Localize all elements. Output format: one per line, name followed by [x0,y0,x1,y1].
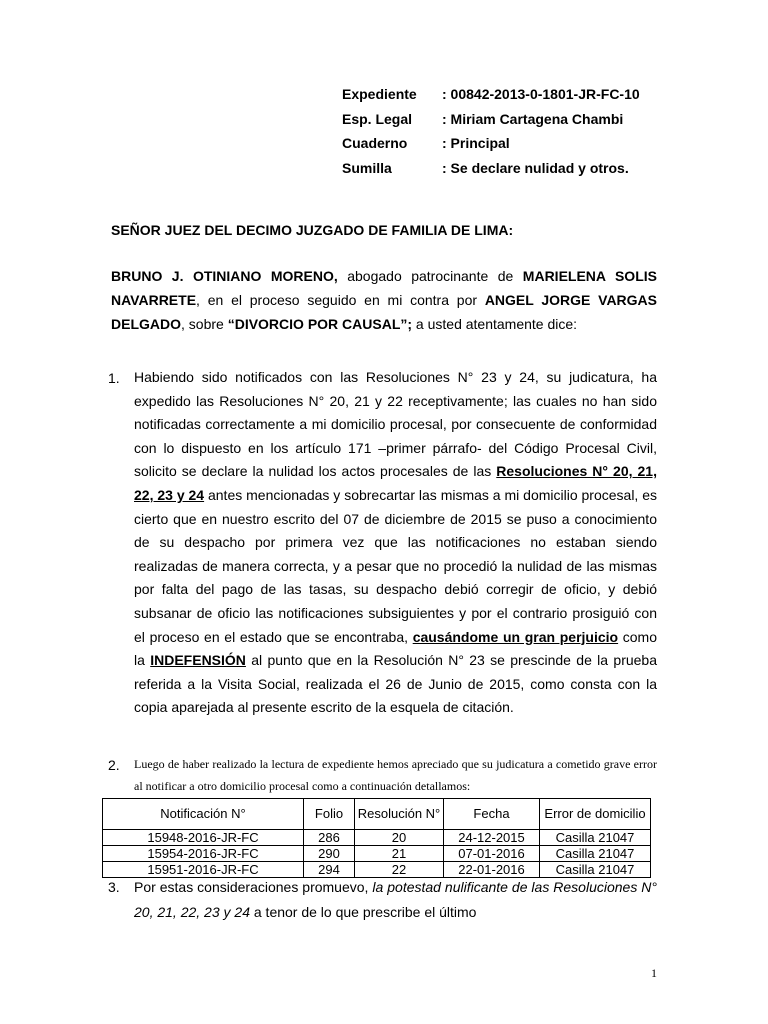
table-cell: 294 [304,862,355,878]
table-cell: 286 [304,830,355,846]
case-header [342,84,640,182]
item-1-text-part: como la [134,628,658,669]
item-2-number: 2. [108,757,120,773]
opponent-name: ANGEL JORGE VARGAS DELGADO [111,292,657,332]
column-header: Notificación N° [103,799,304,830]
indefension-highlight: INDEFENSIÓN [150,652,246,669]
table-cell: 21 [355,846,444,862]
document-title: SEÑOR JUEZ DEL DECIMO JUZGADO DE FAMILIA DE LIMA: [111,222,514,238]
page-number: 1 [651,966,657,980]
item-1-text-part: antes mencionadas y sobrecartar las mismas a mi domicilio procesal, es cierto que en nuestro escrito del 07 de diciembre de 2015 se puso a conocimiento de su despacho por primera vez que las notificaciones no estaban siendo realizadas de manera correcta, y a pesar que no procedió la nulidad de las mismas por falta del pago de las tasas, su despacho debió corregir de oficio, y debió subsanar de oficio las notificaciones subsiguientes y por el contrario prosiguió con el proceso en el estado que se encontraba, [134,486,658,645]
header-row-expediente [342,84,640,109]
item-3-italic: la potestad nulificante de las Resoluciones N° 20, 21, 22, 23 y 24 [134,879,657,920]
table-cell: 15954-2016-JR-FC [103,846,304,862]
table-cell: 22 [355,862,444,878]
header-row-sumilla [342,158,640,183]
header-value: : Se declare nulidad y otros. [442,159,629,176]
column-header: Fecha [444,799,540,830]
header-value: : Principal [442,135,510,151]
column-header: Resolución N° [355,799,444,830]
header-label: Expediente [342,86,417,102]
table-header-row [103,799,651,830]
table-cell: 22-01-2016 [444,862,540,878]
header-label: Esp. Legal [342,110,413,127]
table-cell: 20 [355,830,444,846]
intro-text-4: a usted atentamente dice: [412,316,578,332]
table-cell: Casilla 21047 [540,830,651,846]
header-row-esp-legal [342,109,640,134]
table-cell: 24-12-2015 [444,830,540,846]
table-cell: 15948-2016-JR-FC [103,830,304,846]
header-label: Sumilla [342,159,392,176]
item-1-text [134,366,657,720]
table-cell: Casilla 21047 [540,846,651,862]
intro-paragraph [111,264,657,336]
table-cell: 290 [304,846,355,862]
item-3-text-part: a tenor de lo que prescribe el último [249,904,477,920]
item-3-number: 3. [108,879,120,895]
item-1-number: 1. [108,370,120,386]
table-cell: 15951-2016-JR-FC [103,862,304,878]
header-value: : Miriam Cartagena Chambi [442,110,624,127]
column-header: Folio [304,799,355,830]
column-header: Error de domicilio [540,799,651,830]
item-2-text: Luego de haber realizado la lectura de expediente hemos apreciado que su judicatura a cometido grave error al notificar a otro domicilio procesal como a continuación detallamos: [134,757,657,793]
perjuicio-highlight: causándome un gran perjuicio [412,628,619,645]
table-cell: 07-01-2016 [444,846,540,862]
header-value: : 00842-2013-0-1801-JR-FC-10 [442,86,640,102]
intro-text-2: , en el proceso seguido en mi contra por [196,292,485,308]
item-1-text-part: al punto que en la Resolución N° 23 se prescinde de la prueba referida a la Visita Social, realizada el 26 de Junio de 2015, como consta con la copia aparejada al presente escrito de la esquela de citación. [134,652,657,716]
case-matter: “DIVORCIO POR CAUSAL”; [227,316,413,332]
client-name: MARIELENA SOLIS NAVARRETE [111,268,657,308]
item-1-text-part: Habiendo sido notificados con las Resoluciones N° 23 y 24, su judicatura, ha expedido las Resoluciones N° 20, 21 y 22 receptivamente; las cuales no han sido notificadas correctamente a mi domicilio procesal, por consecuente de conformidad con lo dispuesto en los artículo 171 –primer párrafo- del Código Procesal Civil, solicito se declare la nulidad los actos procesales de las [134,369,657,480]
table-cell: Casilla 21047 [540,862,651,878]
intro-text-3: , sobre [181,316,228,332]
notifications-table [102,798,651,878]
intro-text-1: abogado patrocinante de [337,268,523,284]
header-label: Cuaderno [342,135,408,151]
resoluciones-highlight: Resoluciones N° 20, 21, 22, 23 y 24 [134,463,657,503]
lawyer-name: BRUNO J. OTINIANO MORENO, [111,268,338,284]
table-row [103,846,651,862]
table-row [103,830,651,846]
item-3-text-part: Por estas consideraciones promuevo, [134,879,373,895]
header-row-cuaderno [342,133,640,158]
item-3-text [134,875,657,925]
